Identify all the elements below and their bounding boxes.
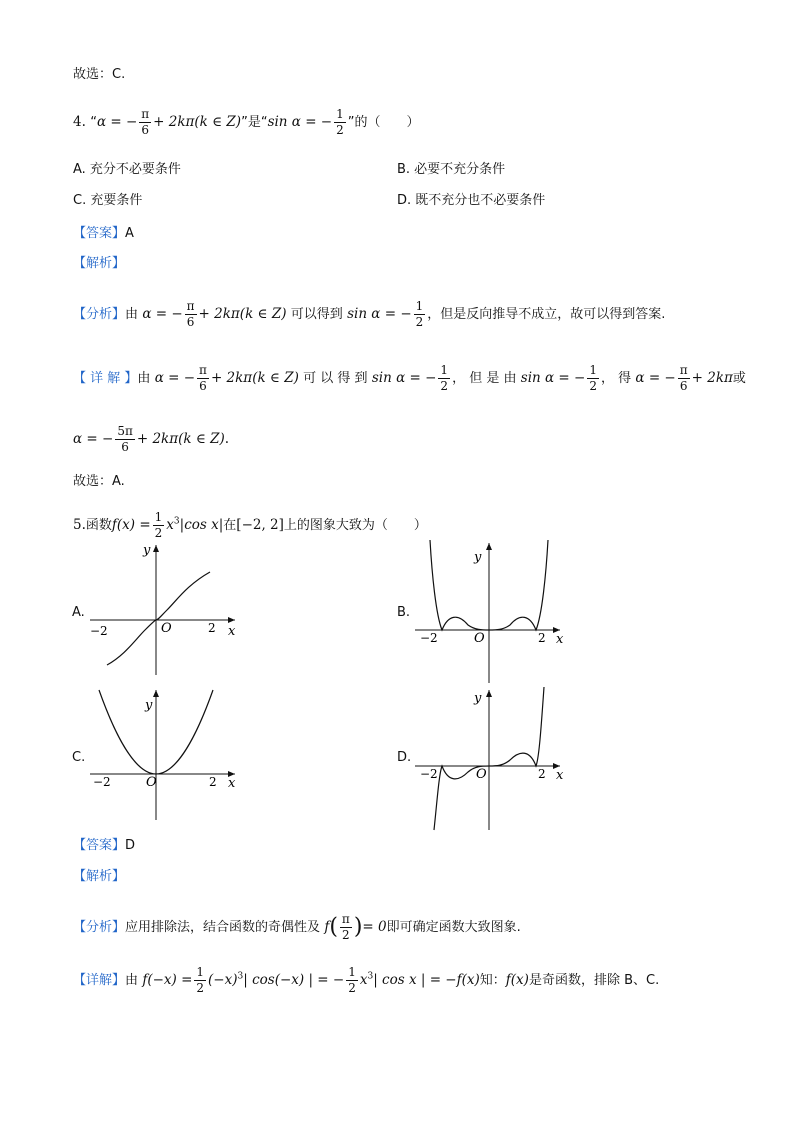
svg-text:x: x bbox=[556, 768, 564, 783]
q5-stem: 5.函数f(x) = $\frac{1}{2}$ $x^3|\cos$ x|在[−2, 2]上的图象大致为（ ） bbox=[73, 510, 427, 540]
q5-answer: D bbox=[125, 838, 136, 853]
fraction: $\frac{\pi}{6}$ bbox=[141, 107, 150, 137]
graph-a[interactable] bbox=[85, 540, 245, 680]
q4-detail-line2: α = − $\frac{5\pi}{6}$ + 2kπ(k ∈ Z). bbox=[73, 424, 230, 454]
svg-text:O: O bbox=[146, 775, 157, 790]
curve-a bbox=[107, 572, 210, 665]
graph-d[interactable] bbox=[410, 682, 570, 832]
svg-text:O: O bbox=[474, 631, 485, 646]
svg-text:y: y bbox=[145, 698, 153, 713]
graph-c[interactable] bbox=[85, 685, 245, 825]
previous-answer: 故选：C. bbox=[73, 67, 126, 82]
svg-text:2: 2 bbox=[538, 631, 546, 645]
option-a-label[interactable]: A. bbox=[72, 605, 85, 620]
q5-fenxi: 【分析】应用排除法，结合函数的奇偶性及 f( $\frac{\pi}{2}$ )= 0即可确定函数大致图象. bbox=[73, 912, 521, 942]
svg-text:x: x bbox=[228, 776, 236, 791]
svg-text:x: x bbox=[228, 624, 236, 639]
svg-text:2: 2 bbox=[208, 621, 216, 635]
option-c-label[interactable]: C. bbox=[72, 750, 86, 765]
q4-option-d[interactable]: D. 既不充分也不必要条件 bbox=[397, 193, 546, 208]
q5-detail: 【详解】由 f(−x) = $\frac{1}{2}$ $(-x)^3|$ cos(−x) | = − $\frac{1}{2}$ $x^3|$ cos x | = −f(x)知：f(x)是奇函数，排除 B、C. bbox=[73, 965, 660, 995]
q4-choose: 故选：A. bbox=[73, 474, 125, 489]
svg-text:O: O bbox=[161, 621, 172, 636]
q5-answer-line: 【答案】D bbox=[73, 838, 136, 853]
q4-answer: A bbox=[125, 226, 134, 241]
svg-text:2: 2 bbox=[538, 767, 546, 781]
option-d-label[interactable]: D. bbox=[397, 750, 412, 765]
graph-b[interactable] bbox=[410, 535, 570, 685]
fraction: $\frac{1}{2}$ bbox=[336, 107, 344, 137]
svg-text:2: 2 bbox=[209, 775, 217, 789]
q4-option-b[interactable]: B. 必要不充分条件 bbox=[397, 162, 506, 177]
svg-text:−2: −2 bbox=[420, 631, 438, 645]
svg-text:O: O bbox=[476, 767, 487, 782]
q4-option-a[interactable]: A. 充分不必要条件 bbox=[73, 162, 181, 177]
svg-text:−2: −2 bbox=[420, 767, 438, 781]
svg-text:−2: −2 bbox=[93, 775, 111, 789]
q5-analysis-tag: 【解析】 bbox=[73, 869, 126, 884]
q4-option-c[interactable]: C. 充要条件 bbox=[73, 193, 143, 208]
q4-stem: 4. “α = − $\frac{\pi}{6}$ + 2kπ(k ∈ Z)”是“sin α = − $\frac{1}{2}$ ”的（ ） bbox=[73, 107, 420, 137]
svg-text:y: y bbox=[474, 550, 482, 565]
svg-text:−2: −2 bbox=[90, 624, 108, 638]
q4-fenxi: 【分析】由 α = − $\frac{\pi}{6}$ + 2kπ(k ∈ Z) 可以得到 sin α = − $\frac{1}{2}$ ，但是反向推导不成立，故可以得到答案. bbox=[73, 299, 666, 329]
q4-answer-line bbox=[73, 224, 134, 243]
q4-number: 4. bbox=[73, 114, 86, 130]
svg-text:y: y bbox=[143, 543, 151, 558]
svg-text:y: y bbox=[474, 691, 482, 706]
svg-text:x: x bbox=[556, 632, 564, 647]
analysis-tag: 【解析】 bbox=[73, 256, 126, 271]
q4-detail: 【 详 解 】由 α = − $\frac{\pi}{6}$ + 2kπ(k ∈ Z) 可 以 得 到 sin α = − $\frac{1}{2}$ ， 但 是 由 sin α = − $\frac{1}{2}$ ， 得 α = − $\frac{\pi}{6}$ + 2kπ或 bbox=[73, 363, 746, 393]
answer-tag: 【答案】 bbox=[73, 226, 126, 241]
option-b-label[interactable]: B. bbox=[397, 605, 411, 620]
